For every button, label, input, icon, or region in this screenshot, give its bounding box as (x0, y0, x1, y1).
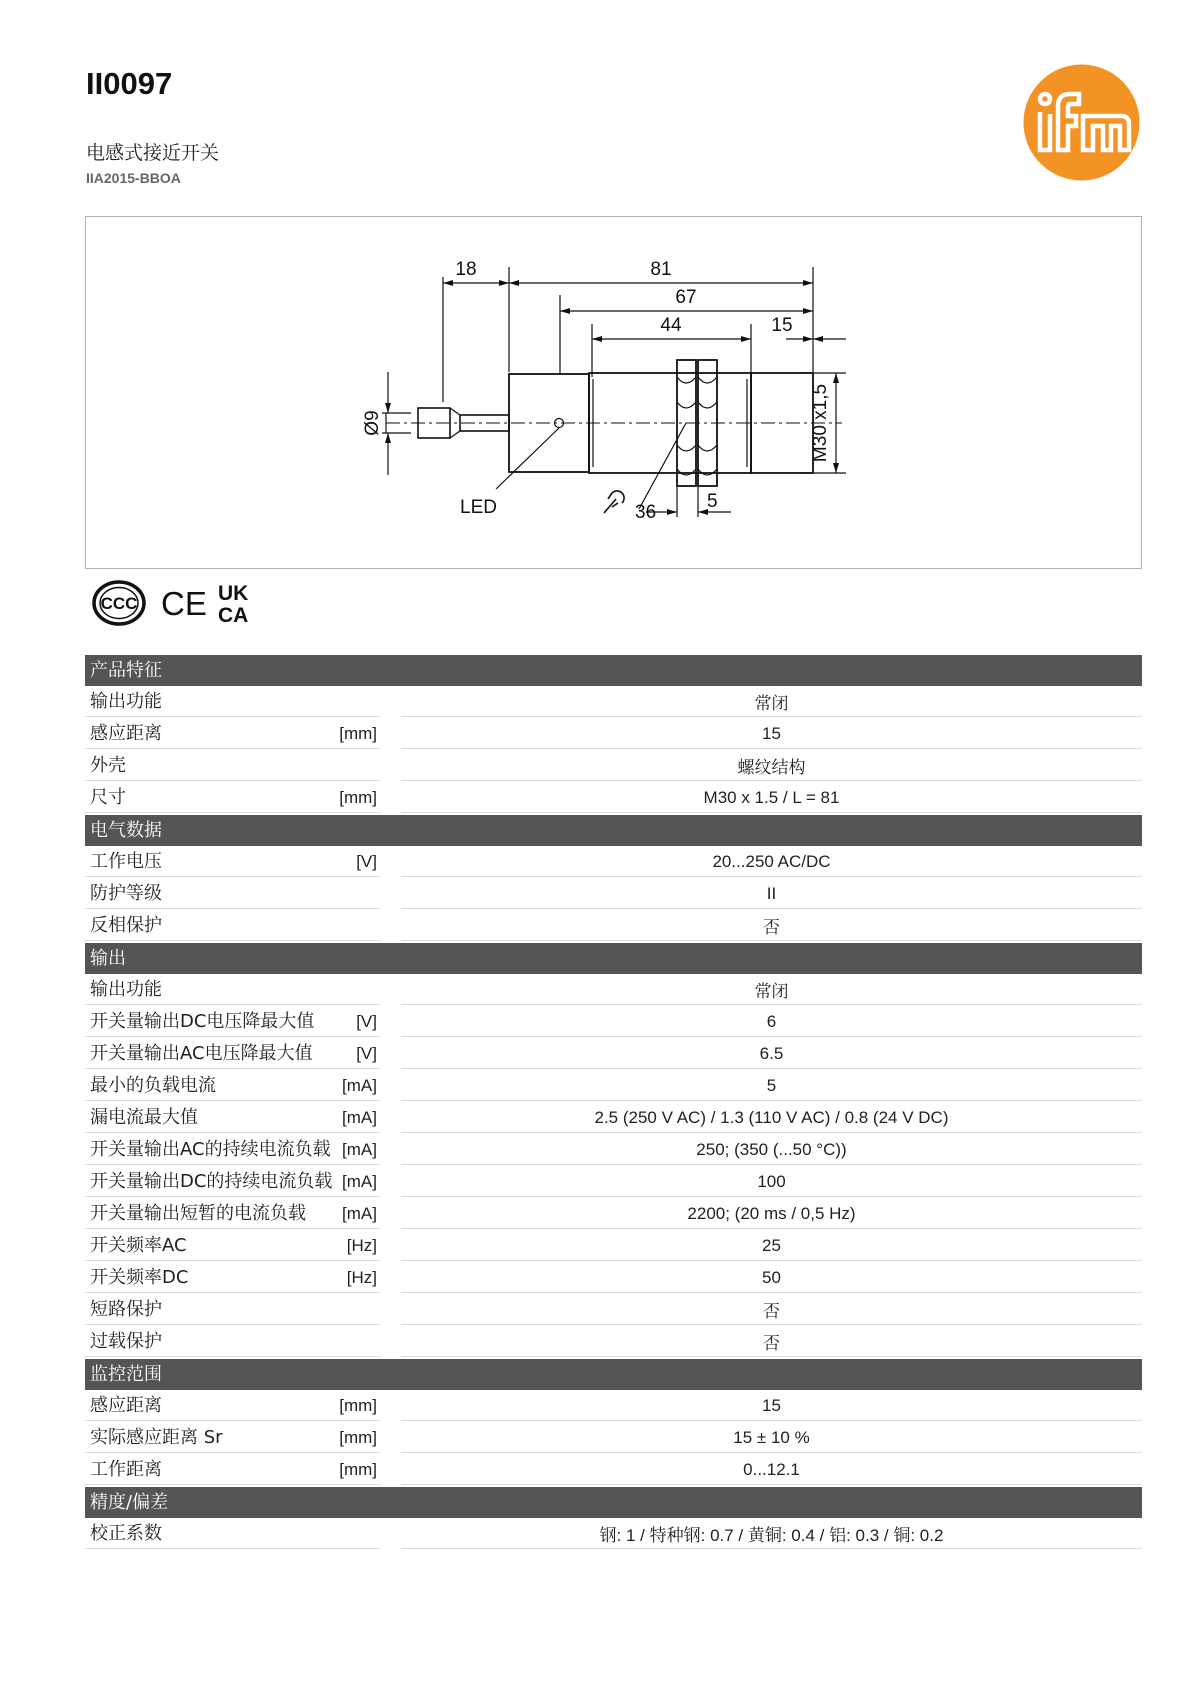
certification-marks (92, 578, 262, 628)
spec-value: 250; (350 (...50 °C)) (401, 1135, 1142, 1165)
spec-value: 常闭 (401, 975, 1142, 1005)
spec-row (85, 1263, 1142, 1293)
spec-label-cell (85, 1263, 381, 1293)
spec-unit: [V] (356, 1044, 377, 1063)
spec-label: 最小的负载电流 (90, 1075, 216, 1096)
spec-label-cell (85, 911, 381, 941)
section-header: 监控范围 (85, 1359, 1142, 1390)
spec-label-cell (85, 751, 381, 781)
spec-unit: [V] (356, 852, 377, 871)
dimension-nut-5: 5 (707, 491, 718, 512)
spec-label: 感应距离 (90, 1395, 162, 1416)
spec-label: 过载保护 (90, 1331, 162, 1352)
spec-row (85, 719, 1142, 749)
spec-label: 输出功能 (90, 691, 162, 712)
cert-ccc: CCC (100, 594, 138, 613)
dimension-44: 44 (660, 315, 682, 336)
spec-value: 15 (401, 1391, 1142, 1421)
spec-label: 感应距离 (90, 723, 162, 744)
spec-row (85, 1167, 1142, 1197)
spec-row (85, 1231, 1142, 1261)
spec-label-cell (85, 719, 381, 749)
spec-value: 15 ± 10 % (401, 1423, 1142, 1453)
spec-label-cell (85, 1103, 381, 1133)
spec-label: 输出功能 (90, 979, 162, 1000)
dimension-wrench-36: 36 (635, 502, 657, 523)
spec-row (85, 1295, 1142, 1325)
spec-label: 开关量输出短暂的电流负载 (90, 1203, 306, 1224)
spec-label: 工作电压 (90, 851, 162, 872)
spec-label: 漏电流最大值 (90, 1107, 198, 1128)
spec-label-cell (85, 687, 381, 717)
spec-value: 25 (401, 1231, 1142, 1261)
dimension-15: 15 (771, 315, 793, 336)
cert-uk: UK (218, 582, 249, 605)
spec-row (85, 751, 1142, 781)
spec-label: 开关频率AC (90, 1235, 187, 1256)
spec-label: 反相保护 (90, 915, 162, 936)
spec-row (85, 1039, 1142, 1069)
spec-label: 外壳 (90, 755, 126, 776)
spec-value: 50 (401, 1263, 1142, 1293)
spec-label-cell (85, 879, 381, 909)
spec-value: 100 (401, 1167, 1142, 1197)
spec-value: 钢: 1 / 特种钢: 0.7 / 黄铜: 0.4 / 铝: 0.3 / 铜: 0.2 (401, 1519, 1142, 1549)
spec-unit: [mA] (342, 1108, 377, 1127)
spec-unit: [mA] (342, 1172, 377, 1191)
spec-label: 尺寸 (90, 787, 126, 808)
product-name: 电感式接近开关 (86, 142, 220, 164)
spec-unit: [mm] (339, 724, 377, 743)
spec-row (85, 1455, 1142, 1485)
spec-value: 2200; (20 ms / 0,5 Hz) (401, 1199, 1142, 1229)
product-model-number: IIA2015-BBOA (86, 170, 181, 186)
spec-row (85, 1199, 1142, 1229)
dimension-81: 81 (650, 259, 672, 280)
spec-value: M30 x 1.5 / L = 81 (401, 783, 1142, 813)
spec-unit: [mm] (339, 1460, 377, 1479)
spec-value: 否 (401, 1327, 1142, 1357)
spec-value: 20...250 AC/DC (401, 847, 1142, 877)
spec-label-cell (85, 975, 381, 1005)
spec-row (85, 1007, 1142, 1037)
spec-row (85, 1423, 1142, 1453)
spec-label-cell (85, 1071, 381, 1101)
spec-label: 开关量输出DC的持续电流负载 (90, 1171, 333, 1192)
spec-value: 5 (401, 1071, 1142, 1101)
spec-unit: [mA] (342, 1204, 377, 1223)
specification-table (85, 655, 1142, 1551)
spec-label-cell (85, 1167, 381, 1197)
section-header: 电气数据 (85, 815, 1142, 846)
dimension-diameter-9: Ø9 (362, 410, 383, 436)
spec-label: 工作距离 (90, 1459, 162, 1480)
spec-label: 开关频率DC (90, 1267, 189, 1288)
spec-value: 6.5 (401, 1039, 1142, 1069)
spec-row (85, 687, 1142, 717)
spec-label-cell (85, 783, 381, 813)
spec-label-cell (85, 1423, 381, 1453)
spec-row (85, 783, 1142, 813)
led-label: LED (460, 497, 497, 518)
spec-row (85, 1103, 1142, 1133)
spec-value: 6 (401, 1007, 1142, 1037)
dimension-67: 67 (675, 287, 697, 308)
dimension-drawing (85, 216, 1142, 569)
ccc-mark-icon (94, 582, 144, 624)
wrench-icon (604, 491, 624, 513)
spec-value: 2.5 (250 V AC) / 1.3 (110 V AC) / 0.8 (24 V DC) (401, 1103, 1142, 1133)
spec-row (85, 975, 1142, 1005)
spec-label: 防护等级 (90, 883, 162, 904)
spec-label: 开关量输出AC的持续电流负载 (90, 1139, 331, 1160)
spec-label-cell (85, 1231, 381, 1261)
product-code: II0097 (86, 66, 173, 101)
spec-unit: [mm] (339, 1396, 377, 1415)
spec-label: 校正系数 (90, 1523, 162, 1544)
spec-label-cell (85, 1455, 381, 1485)
spec-row (85, 847, 1142, 877)
ifm-logo (1023, 64, 1140, 181)
cert-ca: CA (218, 604, 249, 627)
dimension-18: 18 (455, 259, 477, 280)
spec-row (85, 1519, 1142, 1549)
spec-unit: [mm] (339, 788, 377, 807)
spec-label-cell (85, 847, 381, 877)
spec-row (85, 1071, 1142, 1101)
spec-label: 短路保护 (90, 1299, 162, 1320)
spec-label-cell (85, 1391, 381, 1421)
spec-value: 否 (401, 1295, 1142, 1325)
spec-label-cell (85, 1519, 381, 1549)
spec-unit: [Hz] (346, 1236, 377, 1255)
spec-row (85, 1135, 1142, 1165)
spec-unit: [mA] (342, 1076, 377, 1095)
spec-value: II (401, 879, 1142, 909)
spec-unit: [V] (356, 1012, 377, 1031)
spec-label-cell (85, 1007, 381, 1037)
section-header: 输出 (85, 943, 1142, 974)
spec-value: 0...12.1 (401, 1455, 1142, 1485)
spec-label-cell (85, 1135, 381, 1165)
spec-label-cell (85, 1327, 381, 1357)
spec-label: 开关量输出DC电压降最大值 (90, 1011, 315, 1032)
section-header: 精度/偏差 (85, 1487, 1142, 1518)
spec-value: 15 (401, 719, 1142, 749)
spec-row (85, 1391, 1142, 1421)
spec-label-cell (85, 1295, 381, 1325)
spec-label-cell (85, 1199, 381, 1229)
spec-label: 开关量输出AC电压降最大值 (90, 1043, 313, 1064)
spec-label-cell (85, 1039, 381, 1069)
spec-value: 常闭 (401, 687, 1142, 717)
spec-label: 实际感应距离 Sr (90, 1427, 223, 1448)
spec-row (85, 879, 1142, 909)
dimension-thread: M30 x1,5 (810, 383, 831, 463)
spec-row (85, 1327, 1142, 1357)
cert-ce: CE (161, 585, 207, 622)
spec-value: 否 (401, 911, 1142, 941)
spec-unit: [Hz] (346, 1268, 377, 1287)
spec-unit: [mm] (339, 1428, 377, 1447)
section-header: 产品特征 (85, 655, 1142, 686)
spec-value: 螺纹结构 (401, 751, 1142, 781)
spec-unit: [mA] (342, 1140, 377, 1159)
spec-row (85, 911, 1142, 941)
